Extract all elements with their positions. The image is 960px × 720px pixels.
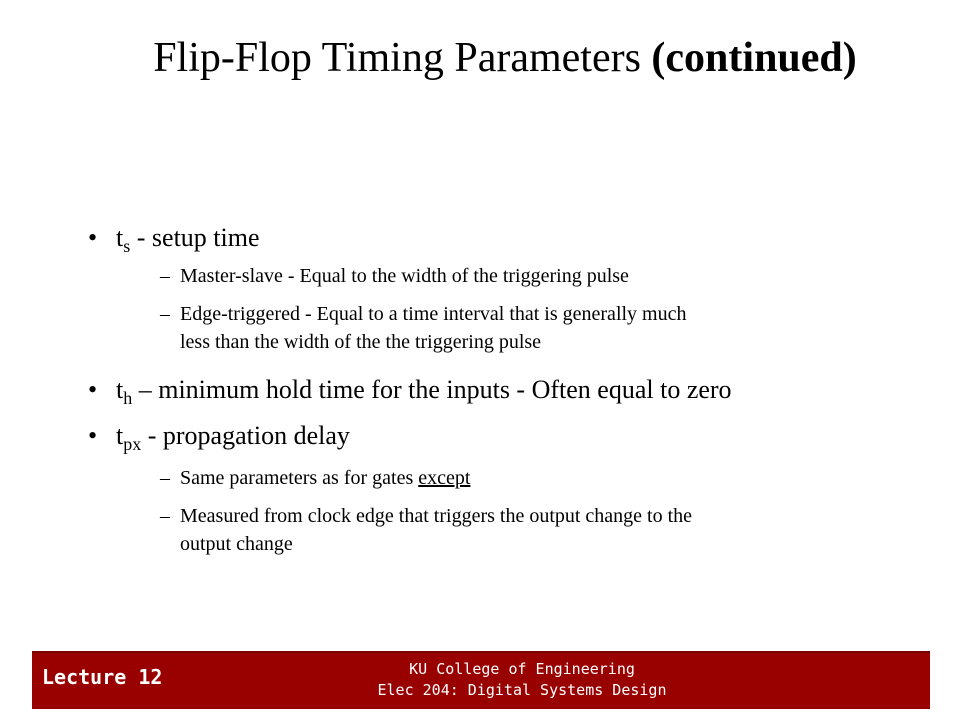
slide-title [0, 30, 960, 86]
bullet-symbol: t [116, 375, 124, 404]
bullet-symbol: t [116, 421, 124, 450]
bullet-subscript: px [123, 434, 142, 454]
sub-bullet-marker: – [160, 265, 170, 287]
sub-bullet-marker: – [160, 467, 170, 489]
bullet-marker: • [88, 421, 98, 450]
sub-bullet-text-line2: less than the width of the the triggering pulse [180, 331, 542, 353]
footer-bar [32, 651, 930, 709]
bullet-label: – minimum hold time for the inputs - Often equal to zero [132, 375, 732, 404]
bullet-subscript: s [123, 236, 131, 256]
bullet-marker: • [88, 375, 98, 404]
sub-bullet-text-plain: Same parameters as for gates [180, 467, 419, 489]
bullet-marker: • [88, 223, 98, 252]
sub-bullet-text-underlined: except [418, 467, 471, 489]
sub-bullet-text-line1: Edge-triggered - Equal to a time interval that is generally much [180, 303, 687, 325]
sub-bullet-marker: – [160, 303, 170, 325]
bullet-label: - propagation delay [141, 421, 350, 450]
bullet-text [116, 222, 260, 262]
sub-bullet-marker: – [160, 505, 170, 527]
bullet-label: - setup time [130, 223, 260, 252]
bullet-text [116, 374, 732, 414]
bullet-symbol: t [116, 223, 124, 252]
sub-bullet-text-line1: Measured from clock edge that triggers the output change to the [180, 505, 693, 527]
sub-bullet-text [180, 464, 470, 492]
sub-bullet-text: Master-slave - Equal to the width of the triggering pulse [180, 265, 629, 287]
footer-college-name: KU College of Engineering [409, 660, 635, 678]
sub-bullet-text-line2: output change [180, 533, 293, 555]
footer-course-name: Elec 204: Digital Systems Design [377, 681, 667, 699]
footer-lecture-number: Lecture 12 [42, 665, 163, 689]
slide-title-continued: (continued) [651, 35, 857, 81]
footer-course-info [282, 659, 762, 701]
bullet-subscript: h [123, 388, 133, 408]
slide-title-main: Flip-Flop Timing Parameters [153, 35, 641, 81]
bullet-text [116, 420, 350, 460]
